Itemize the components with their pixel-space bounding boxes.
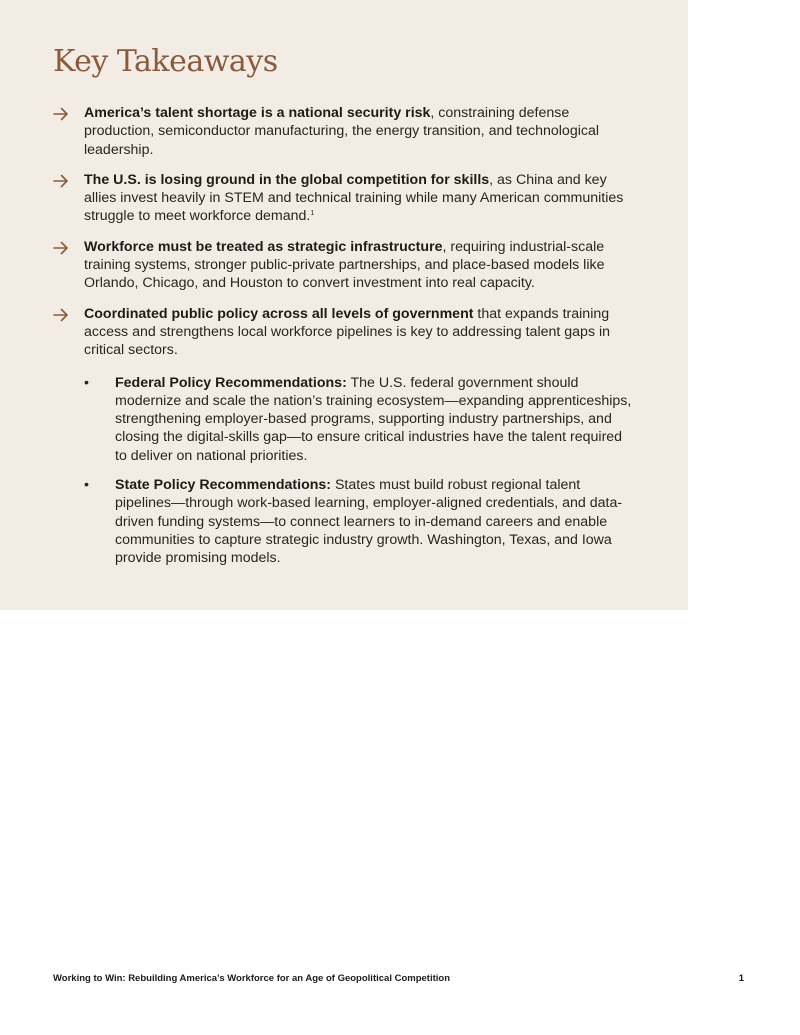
recommendation-text: The U.S. federal government should modernize and scale the nation’s training ecosystem—expanding apprenticeships, strengthening employer-based programs, supporting industry partnerships, and closing the digital-skills gap—to ensure critical industries have the talent required to deliver on national priorities. <box>115 374 632 464</box>
takeaway-headline: Workforce must be treated as strategic infrastructure <box>84 238 443 255</box>
takeaway-headline: America’s talent shortage is a national security risk <box>84 105 431 121</box>
recommendation-item-federal <box>84 374 633 465</box>
recommendation-item-state <box>84 476 633 567</box>
takeaway-text: , as China and key allies invest heavily in STEM and technical training while many American communities struggle to meet workforce demand. <box>84 171 624 225</box>
recommendation-text: States must build robust regional talent pipelines—through work-based learning, employer-aligned credentials, and data-driven funding systems—to connect learners to in-demand careers and enable communities to capture strategic industry growth. Washington, Texas, and Iowa provide promising models. <box>115 477 623 567</box>
takeaway-item <box>53 171 633 226</box>
takeaway-text: that expands training access and strengthens local workforce pipelines is key to addressing talent gaps in critical sectors. <box>84 305 611 359</box>
recommendation-heading: Federal Policy Recommendations: <box>115 374 347 391</box>
takeaway-headline: The U.S. is losing ground in the global competition for skills <box>84 171 490 188</box>
footer-document-title: Working to Win: Rebuilding America’s Workforce for an Age of Geopolitical Competition <box>53 973 451 984</box>
bullet-icon: • <box>84 477 89 494</box>
page-title: Key Takeaways <box>53 44 278 79</box>
takeaway-item <box>53 238 633 293</box>
footer-page-number: 1 <box>738 973 744 984</box>
bullet-icon: • <box>84 374 89 391</box>
takeaway-item <box>53 104 633 159</box>
takeaway-headline: Coordinated public policy across all levels of government <box>84 305 474 322</box>
takeaways-list <box>53 104 633 580</box>
arrow-right-icon <box>53 308 69 322</box>
recommendations-list <box>84 374 633 568</box>
arrow-right-icon <box>53 241 69 255</box>
footnote-marker: 1 <box>310 210 315 218</box>
arrow-right-icon <box>53 174 69 188</box>
takeaway-text: , requiring industrial-scale training systems, stronger public-private partnerships, and place-based models like Orlando, Chicago, and Houston to convert investment into real capacity. <box>84 238 605 292</box>
takeaway-item <box>53 305 633 568</box>
arrow-right-icon <box>53 107 69 121</box>
recommendation-heading: State Policy Recommendations: <box>115 477 332 494</box>
takeaway-text: , constraining defense production, semiconductor manufacturing, the energy transition, and technological leadership. <box>84 105 599 158</box>
